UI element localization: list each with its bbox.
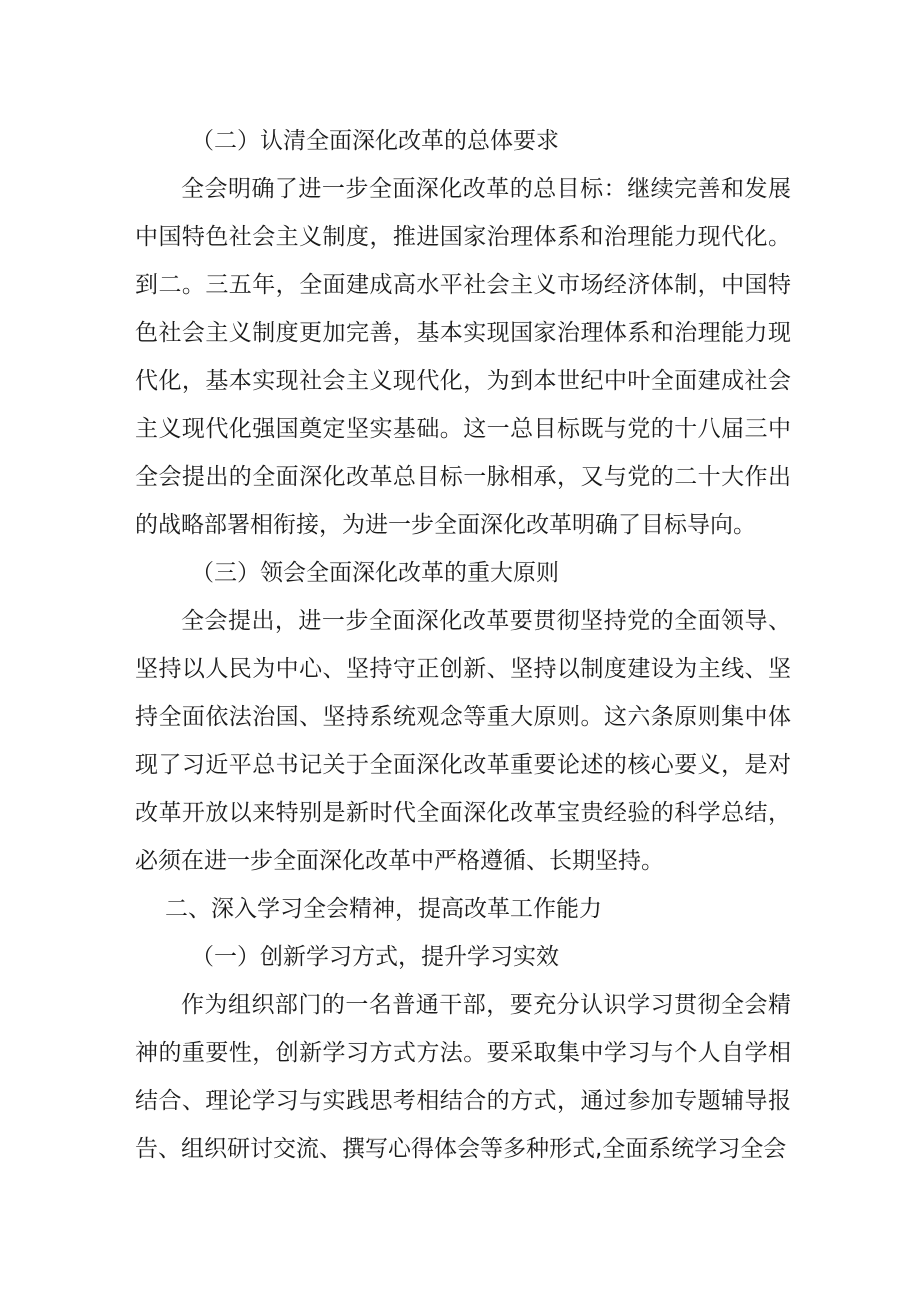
paragraph-learning-methods: 作为组织部门的一名普通干部，要充分认识学习贯彻全会精神的重要性，创新学习方式方法。要采取集中学习与个人自学相结合、理论学习与实践思考相结合的方式，通过参加专题辅导报告、组织研讨交流、撰写心得体会等多种形式,全面系统学习全会 <box>135 992 791 1162</box>
chapter-heading-2: 二、深入学习全会精神，提高改革工作能力 <box>165 896 602 922</box>
paragraph-overall-goal: 全会明确了进一步全面深化改革的总目标：继续完善和发展中国特色社会主义制度，推进国家治理体系和治理能力现代化。到二。三五年，全面建成高水平社会主义市场经济体制，中国特色社会主义制度更加完善，基本实现国家治理体系和治理能力现代化，基本实现社会主义现代化，为到本世纪中叶全面建成社会主义现代化强国奠定坚实基础。这一总目标既与党的十八届三中全会提出的全面深化改革总目标一脉相承，又与党的二十大作出的战略部署相衔接，为进一步全面深化改革明确了目标导向。 <box>135 176 791 538</box>
paragraph-principles: 全会提出，进一步全面深化改革要贯彻坚持党的全面领导、坚持以人民为中心、坚持守正创新、坚持以制度建设为主线、坚持全面依法治国、坚持系统观念等重大原则。这六条原则集中体现了习近平总书记关于全面深化改革重要论述的核心要义，是对改革开放以来特别是新时代全面深化改革宝贵经验的科学总结，必须在进一步全面深化改革中严格遵循、长期坚持。 <box>135 608 791 874</box>
section-heading-2-4: （三）领会全面深化改革的重大原则 <box>191 560 559 586</box>
section-heading-3-1: （一）创新学习方式，提升学习实效 <box>191 944 559 970</box>
section-heading-2-3: （二）认清全面深化改革的总体要求 <box>191 128 559 154</box>
document-body <box>135 117 791 1173</box>
